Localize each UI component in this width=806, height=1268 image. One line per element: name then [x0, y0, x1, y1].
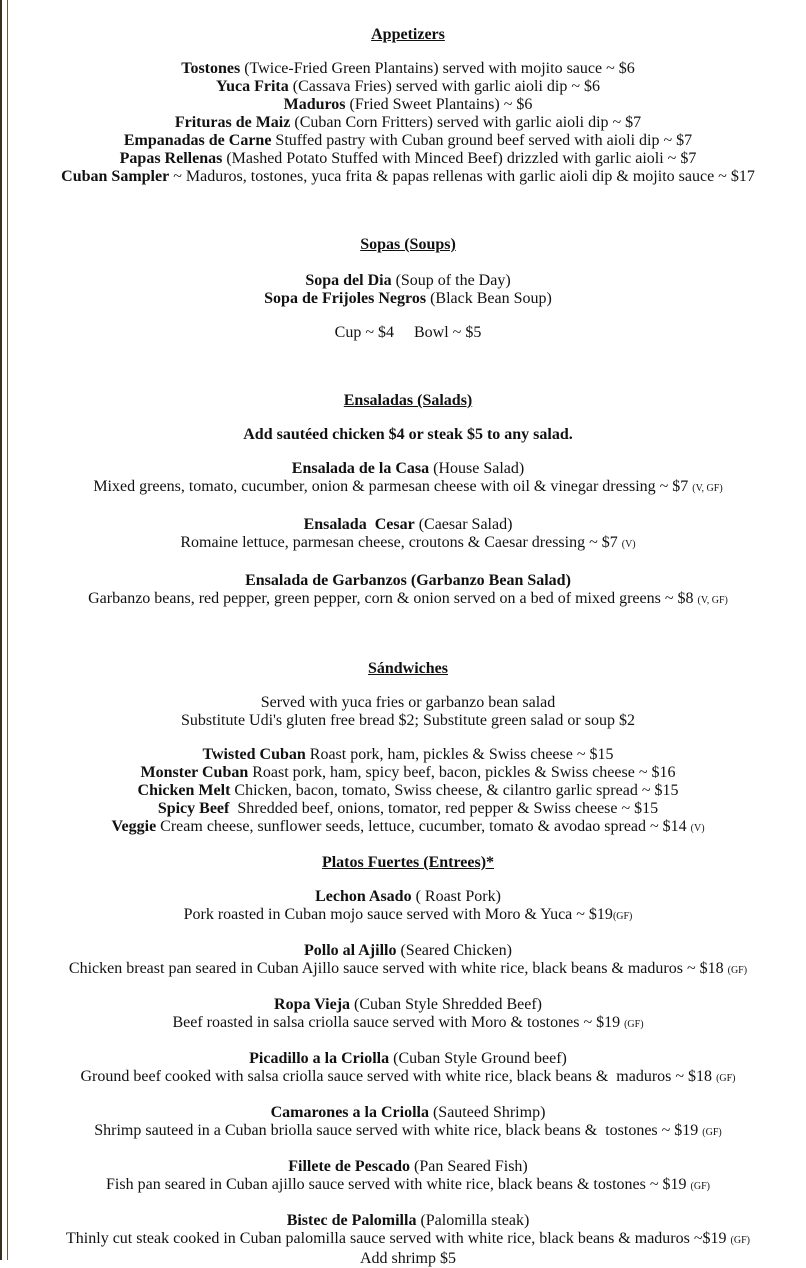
entrees-heading: Platos Fuertes (Entrees)*: [321, 854, 495, 871]
item-name: Monster Cuban: [140, 764, 249, 781]
menu-item: [10, 800, 806, 818]
menu-item-title: [10, 572, 806, 590]
menu-item: [10, 150, 806, 168]
menu-item: [10, 60, 806, 78]
sandwiches-heading: Sándwiches: [367, 660, 449, 677]
diet-tag: (V): [621, 539, 636, 550]
menu-item: [10, 818, 806, 838]
diet-tag: (GF): [690, 1181, 710, 1192]
item-subtitle: (Cuban Style Ground beef): [389, 1050, 567, 1067]
diet-tag: (GF): [612, 911, 633, 922]
item-name: Papas Rellenas: [119, 150, 223, 167]
item-name: Yuca Frita: [216, 78, 289, 95]
item-desc: (Black Bean Soup): [426, 290, 552, 307]
menu-item-title: [10, 516, 806, 534]
item-subtitle: (Sauteed Shrimp): [428, 1104, 546, 1121]
item-desc: Mixed greens, tomato, cucumber, onion & parmesan cheese with oil & vinegar dressing ~ $7: [93, 478, 693, 495]
soup-sizes: Cup ~ $4 Bowl ~ $5: [334, 324, 482, 341]
item-subtitle: (House Salad): [429, 460, 525, 477]
item-name: Ensalada de Garbanzos (Garbanzo Bean Salad): [245, 572, 571, 589]
menu-item: [10, 272, 806, 290]
menu-item: [10, 96, 806, 114]
item-desc: Chicken, bacon, tomato, Swiss cheese, & cilantro garlic spread ~ $15: [230, 782, 679, 799]
item-name: Pollo al Ajillo: [304, 942, 397, 959]
item-name: Sopa del Dia: [305, 272, 392, 289]
item-desc: Pork roasted in Cuban mojo sauce served with Moro & Yuca ~ $19: [183, 906, 613, 923]
item-name: Bistec de Palomilla: [286, 1212, 417, 1229]
menu-item-desc: [10, 906, 806, 926]
menu-item-desc: [10, 960, 806, 980]
item-desc: (Twice-Fried Green Plantains) served with mojito sauce ~ $6: [240, 60, 635, 77]
menu-item-desc: [10, 1068, 806, 1088]
item-desc: Cream cheese, sunflower seeds, lettuce, cucumber, tomato & avodao spread ~ $14: [156, 818, 691, 835]
item-subtitle: (Seared Chicken): [396, 942, 512, 959]
menu-item: [10, 764, 806, 782]
diet-tag: (V): [690, 823, 705, 834]
menu-item: [10, 782, 806, 800]
appetizers-heading: Appetizers: [371, 26, 445, 43]
item-name: Fillete de Pescado: [288, 1158, 410, 1175]
item-name: Ropa Vieja: [274, 996, 351, 1013]
sandwiches-substitute-note: Substitute Udi's gluten free bread $2; Substitute green salad or soup $2: [181, 712, 635, 729]
item-name: Maduros: [283, 96, 346, 113]
menu-item: [10, 290, 806, 308]
item-name: Twisted Cuban: [202, 746, 306, 763]
item-desc: Shrimp sauteed in a Cuban briolla sauce served with white rice, black beans & tostones ~ $19: [94, 1122, 703, 1139]
menu-item: [10, 114, 806, 132]
menu-item-title: [10, 1050, 806, 1068]
diet-tag: (GF): [624, 1019, 644, 1030]
menu-item-title: [10, 460, 806, 478]
item-name: Picadillo a la Criolla: [249, 1050, 390, 1067]
item-desc: (Soup of the Day): [391, 272, 511, 289]
page-left-border: [0, 0, 8, 1260]
item-desc: ~ Maduros, tostones, yuca frita & papas rellenas with garlic aioli dip & mojito sauce ~ $17: [169, 168, 755, 185]
sandwiches-note: Served with yuca fries or garbanzo bean salad: [260, 694, 556, 711]
item-subtitle: (Cuban Style Shredded Beef): [350, 996, 542, 1013]
menu-item-title: [10, 1158, 806, 1176]
entree-addon-note: Add shrimp $5: [360, 1250, 456, 1267]
item-desc: Stuffed pastry with Cuban ground beef served with aioli dip ~ $7: [271, 132, 693, 149]
menu-item-desc: [10, 1230, 806, 1250]
item-name: Tostones: [181, 60, 241, 77]
item-name: Cuban Sampler: [61, 168, 170, 185]
menu-item: [10, 132, 806, 150]
item-name: Camarones a la Criolla: [270, 1104, 429, 1121]
item-name: Ensalada Cesar: [303, 516, 415, 533]
soups-heading: Sopas (Soups): [360, 236, 456, 253]
item-name: Lechon Asado: [315, 888, 412, 905]
item-subtitle: ( Roast Pork): [411, 888, 501, 905]
menu-item-title: [10, 996, 806, 1014]
menu-item: [10, 746, 806, 764]
item-name: Chicken Melt: [137, 782, 231, 799]
item-desc: Ground beef cooked with salsa criolla sauce served with white rice, black beans & maduros ~ $18: [80, 1068, 717, 1085]
item-desc: (Cuban Corn Fritters) served with garlic aioli dip ~ $7: [290, 114, 642, 131]
item-name: Sopa de Frijoles Negros: [264, 290, 427, 307]
diet-tag: (V, GF): [697, 595, 728, 606]
menu-item-desc: [10, 1014, 806, 1034]
item-desc: (Cassava Fries) served with garlic aioli dip ~ $6: [288, 78, 600, 95]
item-subtitle: (Caesar Salad): [414, 516, 513, 533]
item-desc: Shredded beef, onions, tomator, red pepper & Swiss cheese ~ $15: [229, 800, 659, 817]
menu-item: [10, 78, 806, 96]
diet-tag: (V, GF): [692, 483, 723, 494]
diet-tag: (GF): [727, 965, 748, 976]
menu-item-title: [10, 888, 806, 906]
item-name: Frituras de Maiz: [174, 114, 291, 131]
item-desc: (Fried Sweet Plantains) ~ $6: [345, 96, 533, 113]
diet-tag: (GF): [730, 1235, 750, 1246]
menu-item-desc: [10, 534, 806, 554]
item-desc: Roast pork, ham, pickles & Swiss cheese ~ $15: [305, 746, 614, 763]
item-name: Ensalada de la Casa: [291, 460, 430, 477]
menu-item-title: [10, 1104, 806, 1122]
item-desc: Beef roasted in salsa criolla sauce served with Moro & tostones ~ $19: [172, 1014, 625, 1031]
menu-item-desc: [10, 478, 806, 498]
item-desc: Garbanzo beans, red pepper, green pepper, corn & onion served on a bed of mixed greens ~ $8: [88, 590, 698, 607]
diet-tag: (GF): [716, 1073, 736, 1084]
menu-page: [10, 26, 806, 1268]
item-name: Veggie: [111, 818, 157, 835]
item-subtitle: (Palomilla steak): [416, 1212, 530, 1229]
item-desc: Fish pan seared in Cuban ajillo sauce served with white rice, black beans & tostones ~ $19: [106, 1176, 691, 1193]
item-name: Spicy Beef: [157, 800, 230, 817]
salads-heading: Ensaladas (Salads): [343, 392, 473, 409]
menu-item-desc: [10, 590, 806, 610]
menu-item-desc: [10, 1122, 806, 1142]
item-desc: (Mashed Potato Stuffed with Minced Beef) drizzled with garlic aioli ~ $7: [222, 150, 697, 167]
menu-item-title: [10, 942, 806, 960]
diet-tag: (GF): [702, 1127, 722, 1138]
salads-note: Add sautéed chicken $4 or steak $5 to any salad.: [243, 426, 573, 443]
menu-item-desc: [10, 1176, 806, 1196]
item-desc: Thinly cut steak cooked in Cuban palomilla sauce served with white rice, black beans & maduros ~$19: [66, 1230, 731, 1247]
item-desc: Chicken breast pan seared in Cuban Ajillo sauce served with white rice, black beans & maduros ~ $18: [68, 960, 728, 977]
item-name: Empanadas de Carne: [123, 132, 272, 149]
item-desc: Romaine lettuce, parmesan cheese, croutons & Caesar dressing ~ $7: [180, 534, 622, 551]
item-desc: Roast pork, ham, spicy beef, bacon, pickles & Swiss cheese ~ $16: [248, 764, 676, 781]
item-subtitle: (Pan Seared Fish): [409, 1158, 528, 1175]
menu-item: [10, 168, 806, 186]
menu-item-title: [10, 1212, 806, 1230]
